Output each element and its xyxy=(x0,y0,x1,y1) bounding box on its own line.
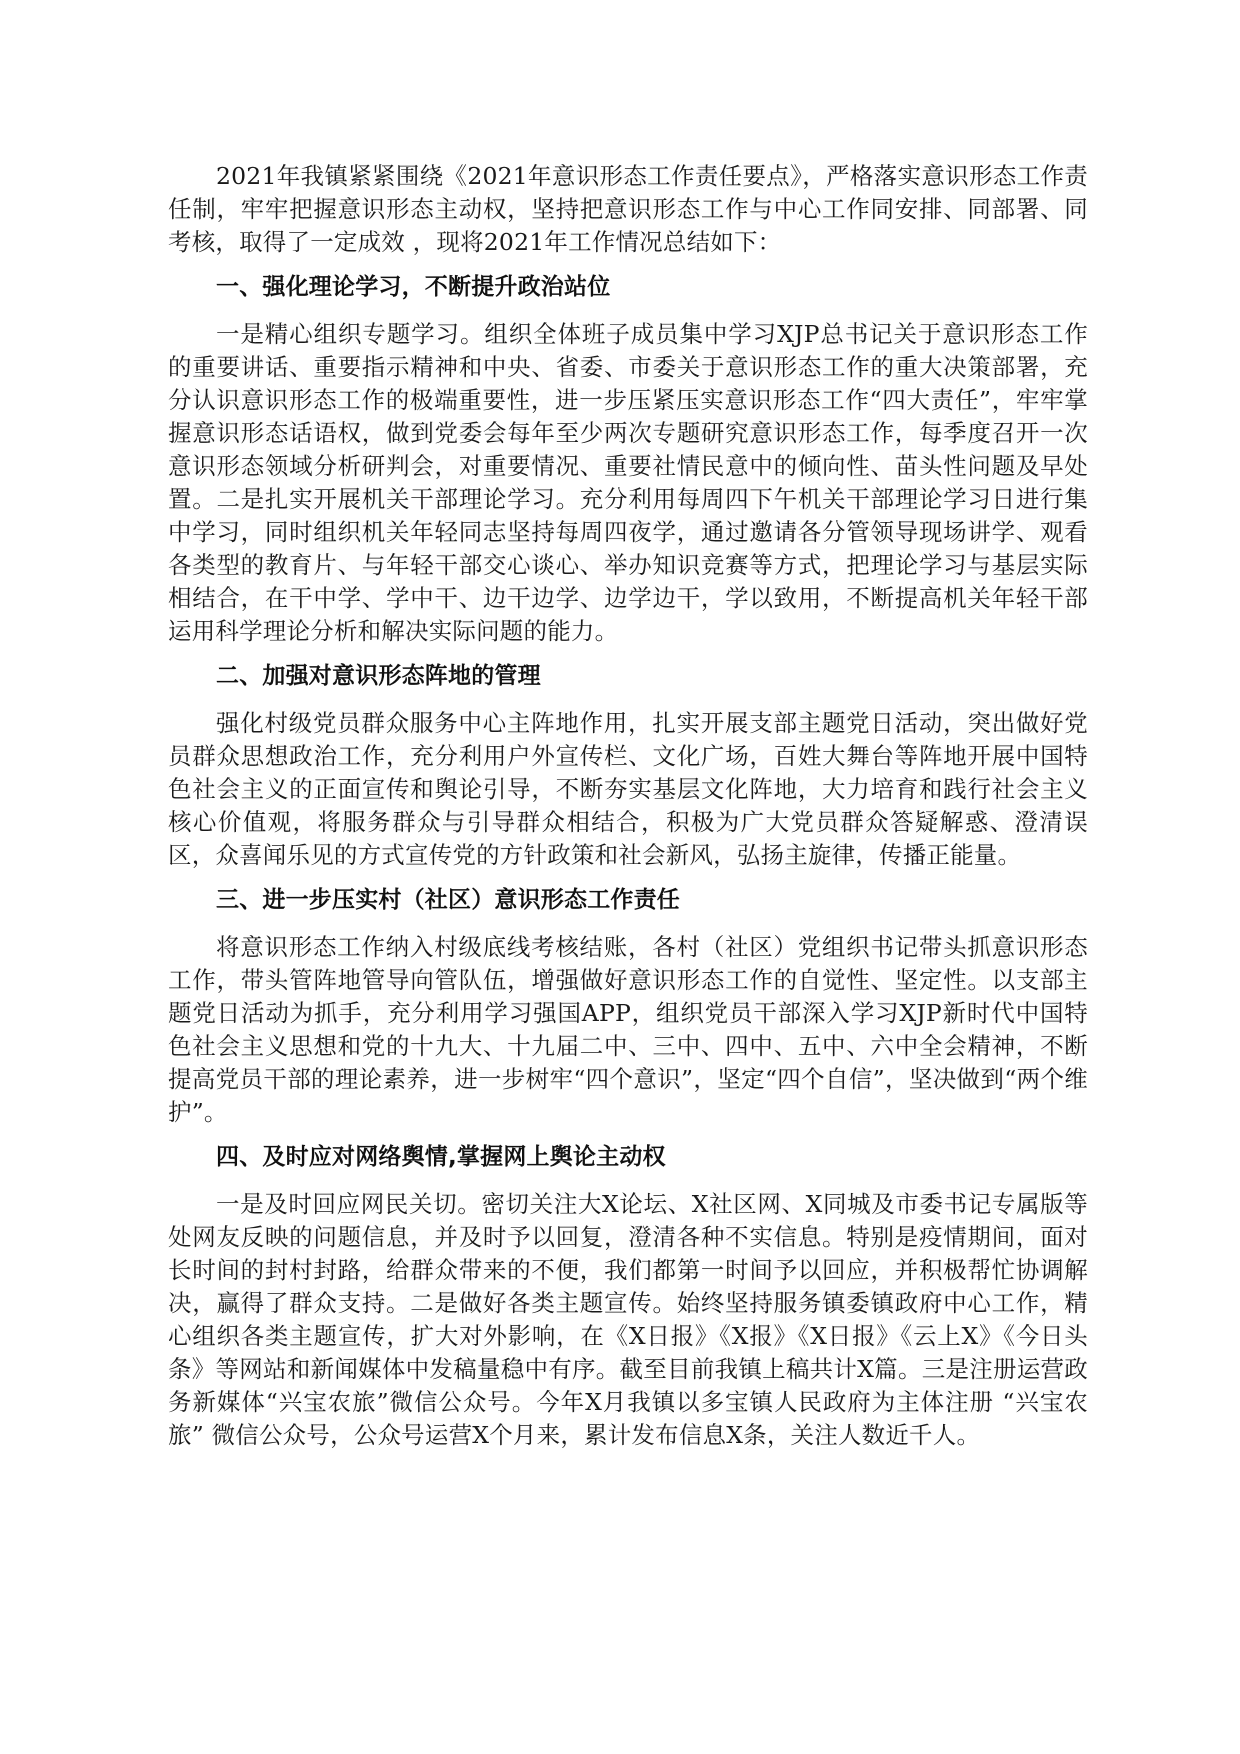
section-1-heading: 一、强化理论学习，不断提升政治站位 xyxy=(216,274,611,300)
section-1-paragraph: 一是精心组织专题学习。组织全体班子成员集中学习XJP总书记关于意识形态工作的重要讲话、重要指示精神和中央、省委、市委关于意识形态工作的重大决策部署，充分认识意识形态工作的极端重要性，进一步压紧压实意识形态工作“四大责任”，牢牢掌握意识形态话语权，做到党委会每年至少两次专题研究意识形态工作，每季度召开一次意识形态领域分析研判会，对重要情况、重要社情民意中的倾向性、苗头性问题及早处置。二是扎实开展机关干部理论学习。充分利用每周四下午机关干部理论学习日进行集中学习，同时组织机关年轻同志坚持每周四夜学，通过邀请各分管领导现场讲学、观看各类型的教育片、与年轻干部交心谈心、举办知识竞赛等方式，把理论学习与基层实际相结合，在干中学、学中干、边干边学、边学边干，学以致用，不断提高机关年轻干部运用科学理论分析和解决实际问题的能力。 xyxy=(168,320,1088,645)
intro-paragraph: 2021年我镇紧紧围绕《2021年意识形态工作责任要点》，严格落实意识形态工作责任制，牢牢把握意识形态主动权，坚持把意识形态工作与中心工作同安排、同部署、同考核，取得了一定成效 ，现将2021年工作情况总结如下： xyxy=(168,162,1088,256)
document-body xyxy=(168,160,1088,1464)
section-3-paragraph: 将意识形态工作纳入村级底线考核结账，各村（社区）党组织书记带头抓意识形态工作，带头管阵地管导向管队伍，增强做好意识形态工作的自觉性、坚定性。以支部主题党日活动为抓手，充分利用学习强国APP，组织党员干部深入学习XJP新时代中国特色社会主义思想和党的十九大、十九届二中、三中、四中、五中、六中全会精神，不断提高党员干部的理论素养，进一步树牢“四个意识”，坚定“四个自信”，坚决做到“两个维护”。 xyxy=(168,933,1088,1126)
section-3-heading: 三、进一步压实村（社区）意识形态工作责任 xyxy=(216,887,680,913)
section-2-heading: 二、加强对意识形态阵地的管理 xyxy=(216,663,541,689)
section-2-paragraph: 强化村级党员群众服务中心主阵地作用，扎实开展支部主题党日活动，突出做好党员群众思想政治工作，充分利用户外宣传栏、文化广场，百姓大舞台等阵地开展中国特色社会主义的正面宣传和舆论引导，不断夯实基层文化阵地，大力培育和践行社会主义核心价值观，将服务群众与引导群众相结合，积极为广大党员群众答疑解惑、澄清误区，众喜闻乐见的方式宣传党的方针政策和社会新风，弘扬主旋律，传播正能量。 xyxy=(168,709,1088,869)
section-4-paragraph: 一是及时回应网民关切。密切关注大X论坛、X社区网、X同城及市委书记专属版等处网友反映的问题信息，并及时予以回复，澄清各种不实信息。特别是疫情期间，面对长时间的封村封路，给群众带来的不便，我们都第一时间予以回应，并积极帮忙协调解决，赢得了群众支持。二是做好各类主题宣传。始终坚持服务镇委镇政府中心工作，精心组织各类主题宣传，扩大对外影响，在《X日报》《X报》《X日报》《云上X》《今日头条》等网站和新闻媒体中发稿量稳中有序。截至目前我镇上稿共计X篇。三是注册运营政务新媒体“兴宝农旅”微信公众号。今年X月我镇以多宝镇人民政府为主体注册 “兴宝农旅” 微信公众号，公众号运营X个月来，累计发布信息X条，关注人数近千人。 xyxy=(168,1190,1088,1449)
section-4-heading: 四、及时应对网络舆情,掌握网上舆论主动权 xyxy=(216,1144,666,1170)
